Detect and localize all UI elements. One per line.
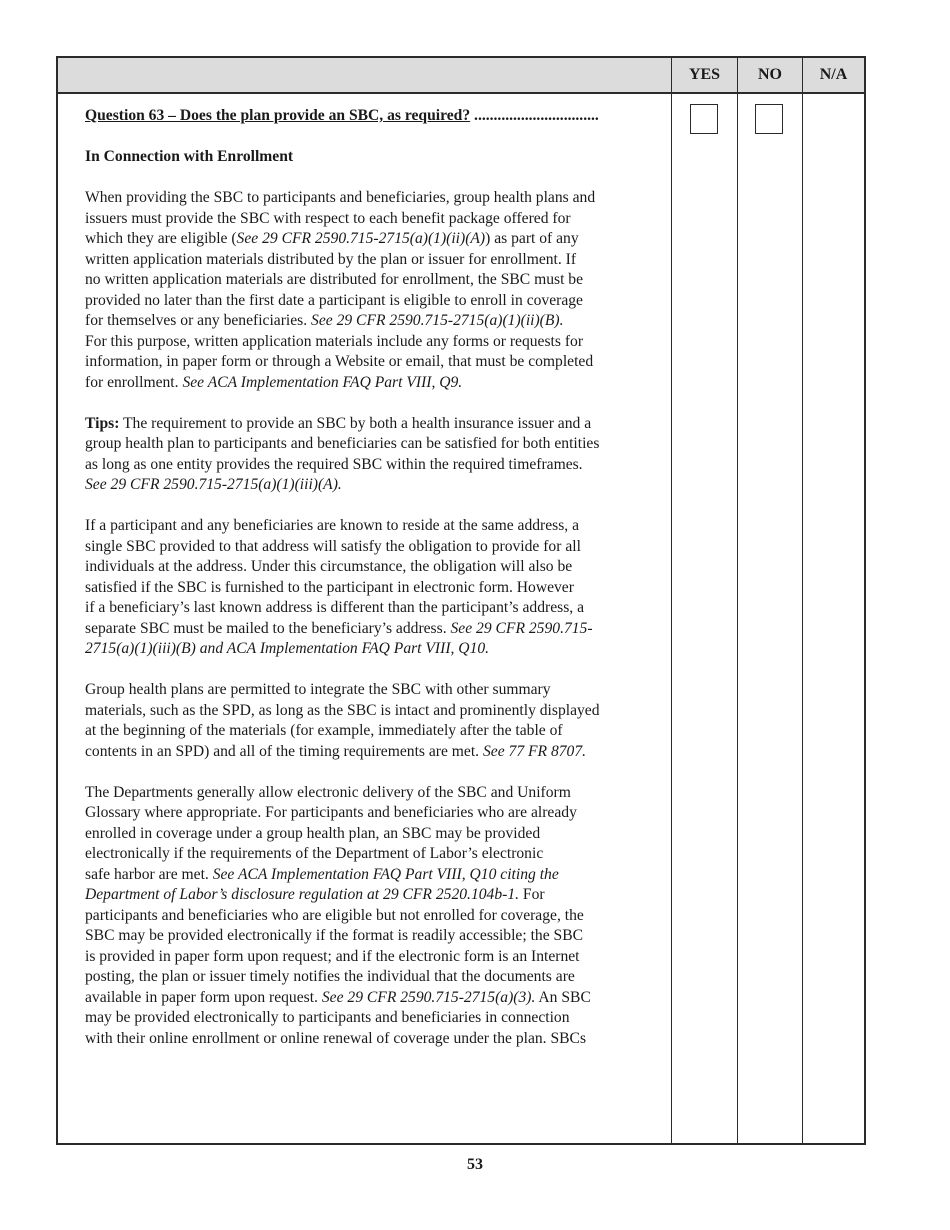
text-line <box>85 434 650 455</box>
text-segment: The Departments generally allow electronic delivery of the SBC and Uniform <box>85 783 571 801</box>
text-line <box>85 332 650 353</box>
text-line <box>85 967 650 988</box>
text-line <box>85 229 650 250</box>
tips-label: Tips: <box>85 414 120 432</box>
text-segment: separate SBC must be mailed to the beneficiary’s address. <box>85 619 451 637</box>
text-segment: individuals at the address. Under this circumstance, the obligation will also be <box>85 558 573 575</box>
text-line <box>85 1029 650 1050</box>
paragraph-electronic-delivery <box>85 783 650 1050</box>
text-segment: with their online enrollment or online renewal of coverage under the plan. SBCs <box>85 1029 587 1047</box>
paragraph-enrollment <box>85 188 650 393</box>
text-line <box>85 578 650 599</box>
citation: See 29 CFR 2590.715-2715(a)(1)(iii)(A). <box>85 476 342 493</box>
citation: See 29 CFR 2590.715-2715(a)(1)(ii)(B). <box>311 312 564 329</box>
citation: See 29 CFR 2590.715-2715(a)(1)(ii)(A) <box>236 230 486 247</box>
text-line <box>85 537 650 558</box>
section-subheading: In Connection with Enrollment <box>85 148 294 165</box>
text-segment: electronically if the requirements of the Department of Labor’s electronic <box>85 845 544 862</box>
citation: See 29 CFR 2590.715- <box>450 619 593 637</box>
text-segment: participants and beneficiaries who are eligible but not enrolled for coverage, the <box>85 906 584 924</box>
text-segment: issuers must provide the SBC with respect to each benefit package offered for <box>85 209 571 227</box>
citation: 2715(a)(1)(iii)(B) and ACA Implementation FAQ Part VIII, Q10. <box>85 640 490 657</box>
text-line <box>85 250 650 271</box>
text-line <box>85 885 650 906</box>
text-line <box>85 311 650 332</box>
checklist-table <box>56 56 866 1145</box>
text-segment: available in paper form upon request. <box>85 988 322 1006</box>
citation: Department of Labor’s disclosure regulation at 29 CFR 2520.104b-1. <box>85 886 520 903</box>
text-line <box>85 352 650 373</box>
paragraph-integration <box>85 680 650 762</box>
citation: See 77 FR 8707. <box>482 742 587 760</box>
text-line <box>85 475 650 496</box>
text-line <box>85 639 650 660</box>
citation: See ACA Implementation FAQ Part VIII, Q10 citing the <box>212 865 559 883</box>
text-line <box>85 209 650 230</box>
text-segment: as long as one entity provides the required SBC within the required timeframes. <box>85 455 583 473</box>
text-segment: for themselves or any beneficiaries. <box>85 312 312 329</box>
citation: See ACA Implementation FAQ Part VIII, Q9. <box>182 373 463 391</box>
text-segment: if a beneficiary’s last known address is different than the participant’s address, a <box>85 599 584 616</box>
text-line <box>85 721 650 742</box>
text-line <box>85 988 650 1009</box>
text-segment: For this purpose, written application materials include any forms or requests for <box>85 332 584 350</box>
text-segment: no written application materials are distributed for enrollment, the SBC must be <box>85 271 584 288</box>
text-segment: which they are eligible ( <box>85 230 237 247</box>
no-checkbox[interactable] <box>755 104 783 134</box>
text-line <box>85 373 650 394</box>
column-divider <box>671 58 672 1143</box>
text-line <box>85 188 650 209</box>
question-title: Question 63 – Does the plan provide an SBC, as required? <box>85 107 471 124</box>
paragraph-same-address <box>85 516 650 660</box>
text-line <box>85 824 650 845</box>
text-line <box>85 947 650 968</box>
text-line <box>85 926 650 947</box>
citation: See 29 CFR 2590.715-2715(a)(3). <box>321 988 536 1006</box>
text-segment: SBC may be provided electronically if the format is readily accessible; the SBC <box>85 927 584 944</box>
question-leader: ................................ <box>470 107 599 124</box>
text-segment: provided no later than the first date a participant is eligible to enroll in coverage <box>85 291 583 309</box>
text-segment: satisfied if the SBC is furnished to the participant in electronic form. However <box>85 578 574 596</box>
text-segment: Group health plans are permitted to integrate the SBC with other summary <box>85 681 551 698</box>
text-line <box>85 619 650 640</box>
column-header-no: NO <box>758 66 782 83</box>
text-line <box>85 270 650 291</box>
text-segment: group health plan to participants and beneficiaries can be satisfied for both entities <box>85 435 600 452</box>
text-segment: posting, the plan or issuer timely notifies the individual that the documents are <box>85 968 575 985</box>
text-segment: Glossary where appropriate. For participants and beneficiaries who are already <box>85 804 577 821</box>
text-line <box>85 803 650 824</box>
column-divider <box>802 58 803 1143</box>
paragraph-tips <box>85 414 650 496</box>
text-segment: contents in an SPD) and all of the timing requirements are met. <box>85 742 483 760</box>
text-line <box>85 414 650 435</box>
text-segment: at the beginning of the materials (for example, immediately after the table of <box>85 722 563 739</box>
table-header-row <box>58 58 864 94</box>
text-line <box>85 680 650 701</box>
text-line <box>85 598 650 619</box>
yes-checkbox[interactable] <box>690 104 718 134</box>
page-number: 53 <box>467 1156 483 1173</box>
text-line <box>85 557 650 578</box>
text-line <box>85 865 650 886</box>
text-segment: safe harbor are met. <box>85 865 213 883</box>
text-segment: is provided in paper form upon request; and if the electronic form is an Internet <box>85 947 580 965</box>
text-line <box>85 701 650 722</box>
text-line <box>85 516 650 537</box>
column-divider <box>737 58 738 1143</box>
text-line <box>85 291 650 312</box>
column-header-na: N/A <box>819 66 848 83</box>
text-line <box>85 844 650 865</box>
text-segment: ) as part of any <box>485 230 579 247</box>
question-heading <box>85 106 650 127</box>
text-line <box>85 742 650 763</box>
text-segment: written application materials distributed by the plan or issuer for enrollment. If <box>85 250 577 268</box>
question-content <box>85 106 650 1049</box>
text-segment: may be provided electronically to participants and beneficiaries in connection <box>85 1009 570 1026</box>
text-segment: single SBC provided to that address will satisfy the obligation to provide for all <box>85 537 581 555</box>
text-segment: An SBC <box>535 988 591 1006</box>
column-header-yes: YES <box>688 66 721 83</box>
text-segment: The requirement to provide an SBC by both a health insurance issuer and a <box>119 414 592 432</box>
text-segment: enrolled in coverage under a group health plan, an SBC may be provided <box>85 824 541 842</box>
text-line <box>85 455 650 476</box>
text-line <box>85 1008 650 1029</box>
text-segment: If a participant and any beneficiaries are known to reside at the same address, a <box>85 517 580 534</box>
text-line <box>85 906 650 927</box>
text-segment: for enrollment. <box>85 373 183 391</box>
text-segment: information, in paper form or through a Website or email, that must be completed <box>85 353 594 370</box>
text-segment: For <box>519 886 545 903</box>
text-line <box>85 783 650 804</box>
text-segment: When providing the SBC to participants and beneficiaries, group health plans and <box>85 189 596 206</box>
text-segment: materials, such as the SPD, as long as the SBC is intact and prominently displayed <box>85 701 600 719</box>
